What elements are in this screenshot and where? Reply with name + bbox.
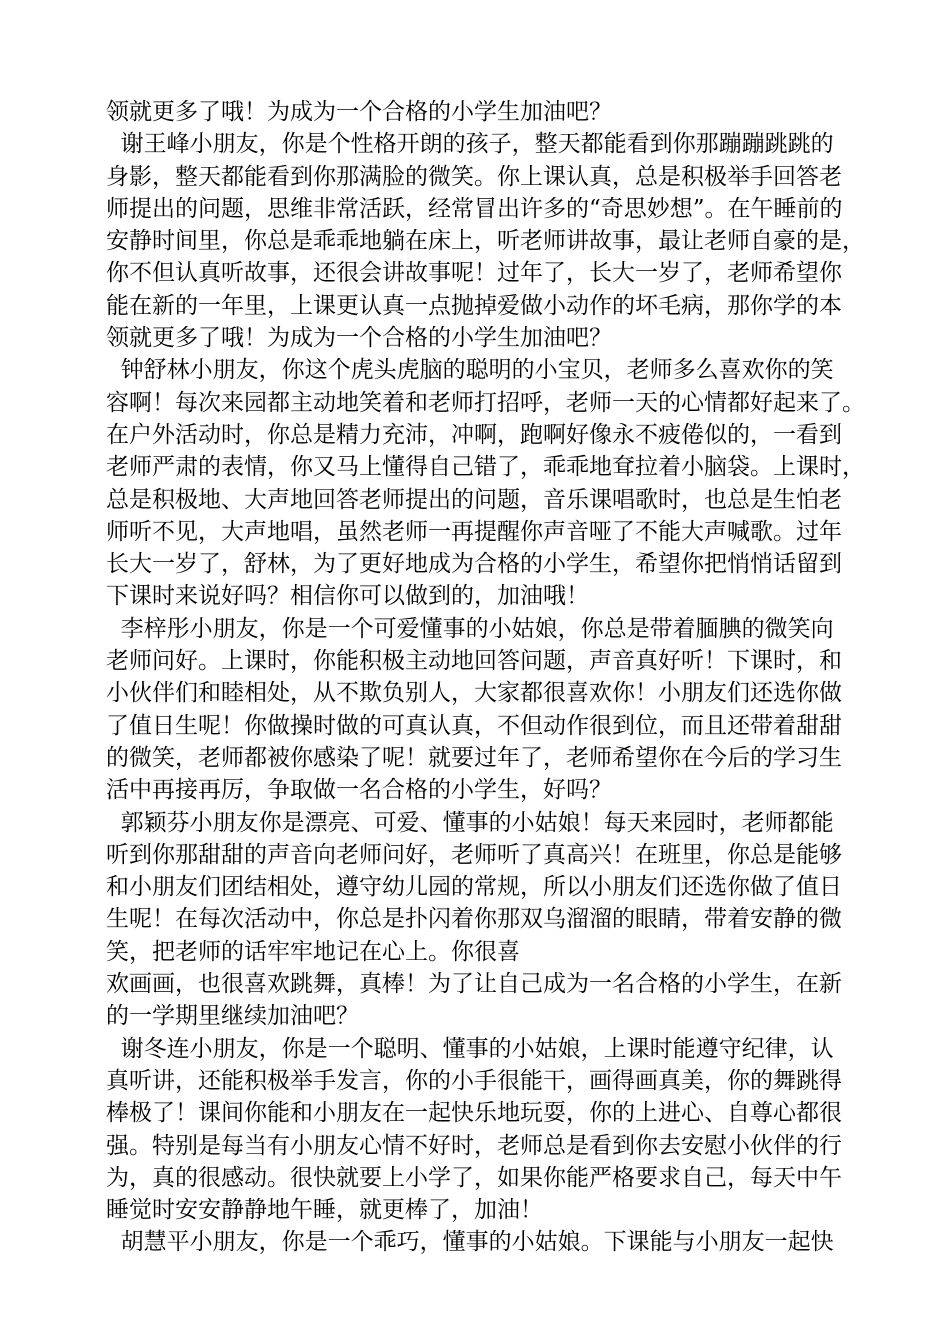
text-line: 师提出的问题，思维非常活跃，经常冒出许多的“奇思妙想”。在午睡前的	[106, 195, 843, 222]
text-line: 小伙伴们和睦相处，从不欺负别人，大家都很喜欢你！小朋友们还选你做	[106, 680, 842, 707]
text-line: 棒极了！课间你能和小朋友在一起快乐地玩耍，你的上进心、自尊心都很	[106, 1100, 842, 1127]
text-line: 谢王峰小朋友，你是个性格开朗的孩子，整天都能看到你那蹦蹦跳跳的	[106, 131, 834, 158]
text-line: 胡慧平小朋友，你是一个乖巧，懂事的小姑娘。下课能与小朋友一起快	[106, 1229, 834, 1256]
text-line: 师听不见，大声地唱，虽然老师一再提醒你声音哑了不能大声喊歌。过年	[106, 518, 842, 545]
text-line: 老师问好。上课时，你能积极主动地回答问题，声音真好听！下课时，和	[106, 648, 842, 675]
text-line: 的微笑，老师都被你感染了呢！就要过年了，老师希望你在今后的学习生	[106, 744, 842, 771]
text-line: 谢冬连小朋友，你是一个聪明、懂事的小姑娘，上课时能遵守纪律，认	[106, 1035, 834, 1062]
text-line: 总是积极地、大声地回答老师提出的问题，音乐课唱歌时，也总是生怕老	[106, 486, 842, 513]
text-line: 下课时来说好吗？相信你可以做到的，加油哦！	[106, 583, 589, 610]
text-line: 老师严肃的表情，你又马上懂得自己错了，乖乖地耷拉着小脑袋。上课时，	[106, 454, 865, 481]
text-line: 笑，把老师的话牢牢地记在心上。你很喜	[106, 938, 520, 965]
text-line: 的一学期里继续加油吧？	[106, 1003, 359, 1030]
text-line: 容啊！每次来园都主动地笑着和老师打招呼，老师一天的心情都好起来了。	[106, 389, 865, 416]
text-line: 活中再接再厉，争取做一名合格的小学生，好吗？	[106, 777, 612, 804]
text-line: 真听讲，还能积极举手发言，你的小手很能干，画得画真美，你的舞跳得	[106, 1067, 842, 1094]
text-line: 你不但认真听故事，还很会讲故事呢！过年了，长大一岁了，老师希望你	[106, 260, 842, 287]
text-line: 了值日生呢！你做操时做的可真认真，不但动作很到位，而且还带着甜甜	[106, 712, 842, 739]
text-line: 生呢！在每次活动中，你总是扑闪着你那双乌溜溜的眼睛，带着安静的微	[106, 906, 842, 933]
text-line: 安静时间里，你总是乖乖地躺在床上，听老师讲故事，最让老师自豪的是，	[106, 228, 865, 255]
text-line: 身影，整天都能看到你那满脸的微笑。你上课认真，总是积极举手回答老	[106, 163, 842, 190]
text-line: 和小朋友们团结相处，遵守幼儿园的常规，所以小朋友们还选你做了值日	[106, 874, 842, 901]
text-line: 欢画画，也很喜欢跳舞，真棒！为了让自己成为一名合格的小学生，在新	[106, 971, 842, 998]
text-line: 长大一岁了，舒林，为了更好地成为合格的小学生，希望你把悄悄话留到	[106, 551, 842, 578]
document-page	[106, 96, 866, 1259]
text-line: 睡觉时安安静静地午睡，就更棒了，加油！	[106, 1197, 543, 1224]
text-line: 为，真的很感动。很快就要上小学了，如果你能严格要求自己，每天中午	[106, 1164, 842, 1191]
text-line: 强。特别是每当有小朋友心情不好时，老师总是看到你去安慰小伙伴的行	[106, 1132, 842, 1159]
text-line: 能在新的一年里，上课更认真一点抛掉爱做小动作的坏毛病，那你学的本	[106, 292, 842, 319]
text-line: 郭颖芬小朋友你是漂亮、可爱、懂事的小姑娘！每天来园时，老师都能	[106, 809, 834, 836]
text-line: 领就更多了哦！为成为一个合格的小学生加油吧？	[106, 325, 612, 352]
text-line: 在户外活动时，你总是精力充沛，冲啊，跑啊好像永不疲倦似的，一看到	[106, 421, 842, 448]
text-line: 听到你那甜甜的声音向老师问好，老师听了真高兴！在班里，你总是能够	[106, 841, 842, 868]
text-line: 李梓彤小朋友，你是一个可爱懂事的小姑娘，你总是带着腼腆的微笑向	[106, 615, 834, 642]
text-line: 钟舒林小朋友，你这个虎头虎脑的聪明的小宝贝，老师多么喜欢你的笑	[106, 357, 834, 384]
text-line: 领就更多了哦！为成为一个合格的小学生加油吧？	[106, 99, 612, 125]
